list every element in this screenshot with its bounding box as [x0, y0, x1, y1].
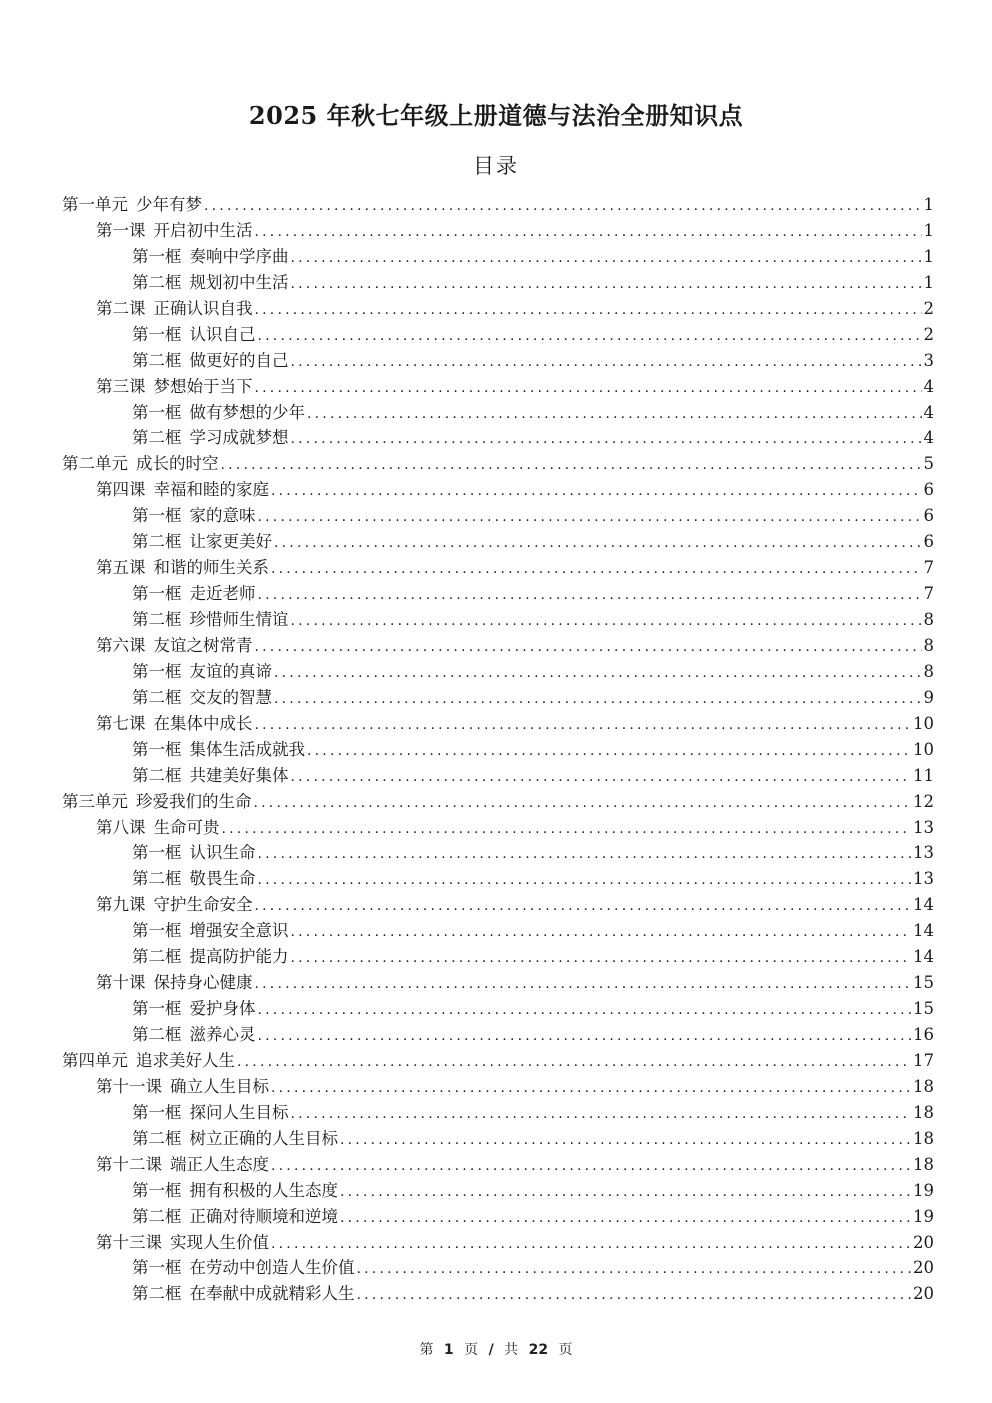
dot-leader: [222, 817, 912, 843]
toc-entry-number: 第二课: [96, 298, 146, 318]
dot-leader: [255, 972, 912, 998]
dot-leader: [291, 765, 912, 791]
toc-page-number: 11: [913, 765, 934, 785]
toc-entry-label: [96, 892, 253, 918]
toc-entry-title: 规划初中生活: [189, 272, 289, 292]
toc-entry-label: [132, 607, 289, 633]
toc-entry-number: 第四单元: [62, 1050, 128, 1070]
footer-separator: /: [488, 1342, 494, 1358]
toc-entry-number: 第二框: [132, 272, 182, 292]
dot-leader: [258, 868, 912, 894]
toc-entry-section[interactable]: [62, 918, 934, 944]
toc-entry-label: [96, 711, 253, 737]
toc-entry-number: 第六课: [96, 635, 146, 655]
footer-suffix: 页: [558, 1342, 573, 1358]
toc-entry-label: [132, 348, 289, 374]
toc-entry-title: 探问人生目标: [189, 1102, 289, 1122]
toc-entry-number: 第二框: [132, 610, 182, 629]
toc-entry-section[interactable]: [62, 1178, 934, 1204]
toc-entry-number: 第一框: [132, 246, 182, 266]
toc-entry-title: 开启初中生活: [153, 220, 253, 240]
toc-entry-label: [132, 322, 256, 348]
toc-heading: 目录: [473, 154, 519, 178]
toc-entry-label: [132, 425, 289, 451]
dot-leader: [258, 842, 912, 868]
toc-entry-title: 梦想始于当下: [153, 376, 253, 396]
dot-leader: [291, 272, 922, 298]
toc-entry-label: [96, 815, 220, 841]
toc-page-number: 13: [913, 843, 934, 863]
toc-entry-label: [132, 1178, 338, 1204]
toc-entry-number: 第一框: [132, 584, 182, 604]
toc-page-number: 6: [923, 480, 934, 500]
toc-page-number: 16: [913, 1025, 934, 1044]
toc-entry-number: 第二框: [132, 1025, 182, 1044]
toc-entry-label: [62, 1048, 235, 1074]
toc-entry-lesson[interactable]: [62, 1152, 934, 1178]
toc-entry-number: 第一框: [132, 1180, 182, 1200]
toc-entry-section[interactable]: [62, 529, 934, 555]
toc-page-number: 7: [923, 558, 934, 578]
dot-leader: [221, 453, 922, 479]
toc-entry-title: 交友的智慧: [189, 687, 272, 707]
toc-entry-title: 保持身心健康: [153, 973, 253, 993]
toc-entry-label: [132, 685, 272, 711]
toc-entry-number: 第一框: [132, 999, 182, 1019]
toc-page-number: 4: [923, 376, 934, 396]
toc-entry-section[interactable]: [62, 1204, 934, 1230]
toc-entry-label: [132, 737, 305, 763]
dot-leader: [291, 246, 922, 272]
dot-leader: [271, 1154, 911, 1180]
dot-leader: [258, 505, 922, 531]
toc-entry-lesson[interactable]: [62, 1230, 934, 1256]
toc-page-number: 20: [913, 1232, 934, 1252]
document-title: 2025 年秋七年级上册道德与法治全册知识点: [248, 101, 744, 130]
toc-page-number: 18: [913, 1154, 934, 1174]
toc-entry-title: 滋养心灵: [189, 1025, 256, 1044]
toc-entry-title: 和谐的师生关系: [153, 558, 269, 578]
toc-entry-title: 家的意味: [189, 506, 256, 526]
toc-entry-number: 第九课: [96, 895, 146, 915]
toc-entry-section[interactable]: [62, 659, 934, 685]
toc-entry-number: 第二框: [132, 1284, 182, 1304]
dot-leader: [340, 1180, 911, 1206]
toc-page-number: 14: [913, 947, 934, 967]
toc-entry-label: [62, 451, 219, 477]
dot-leader: [254, 791, 912, 817]
toc-page-number: 1: [923, 272, 934, 292]
toc-entry-label: [96, 218, 253, 244]
toc-entry-label: [132, 1126, 338, 1152]
toc-page-number: 1: [923, 195, 934, 214]
footer-prefix: 第: [419, 1342, 434, 1358]
toc-entry-lesson[interactable]: [62, 477, 934, 503]
toc-entry-title: 集体生活成就我: [189, 739, 305, 759]
toc-entry-title: 正确对待顺境和逆境: [189, 1206, 338, 1226]
toc-entry-section[interactable]: [62, 322, 934, 348]
dot-leader: [291, 427, 922, 453]
toc-entry-lesson[interactable]: [62, 711, 934, 737]
toc-entry-label: [132, 400, 305, 426]
toc-entry-number: 第二框: [132, 1128, 182, 1148]
toc-entry-number: 第十课: [96, 973, 146, 993]
toc-entry-number: 第二框: [132, 428, 182, 448]
dot-leader: [255, 894, 912, 920]
toc-entry-title: 追求美好人生: [136, 1050, 235, 1070]
dot-leader: [255, 220, 922, 246]
toc-entry-label: [132, 1255, 355, 1281]
toc-entry-number: 第三课: [96, 376, 146, 396]
current-page-number: 1: [443, 1342, 454, 1358]
toc-entry-label: [132, 1204, 338, 1230]
dot-leader: [271, 479, 922, 505]
total-pages-number: 22: [528, 1342, 549, 1358]
toc-entry-label: [96, 970, 253, 996]
toc-entry-label: [132, 270, 289, 296]
dot-leader: [340, 1128, 911, 1154]
dot-leader: [307, 402, 922, 428]
toc-entry-lesson[interactable]: [62, 555, 934, 581]
toc-entry-number: 第一课: [96, 220, 146, 240]
toc-entry-unit[interactable]: [62, 1048, 934, 1074]
toc-entry-lesson[interactable]: [62, 374, 934, 400]
toc-page-number: 6: [923, 506, 934, 526]
toc-page-number: 8: [923, 661, 934, 681]
dot-leader: [258, 1024, 912, 1050]
toc-entry-label: [96, 1074, 269, 1100]
toc-entry-number: 第七课: [96, 713, 146, 733]
dot-leader: [255, 376, 922, 402]
dot-leader: [258, 583, 922, 609]
dot-leader: [255, 713, 912, 739]
toc-page-number: 15: [913, 999, 934, 1019]
toc-entry-number: 第二框: [132, 687, 182, 707]
toc-page-number: 10: [913, 713, 934, 733]
toc-entry-title: 友谊的真谛: [189, 661, 272, 681]
toc-entry-section[interactable]: [62, 1100, 934, 1126]
toc-entry-section[interactable]: [62, 1022, 934, 1048]
toc-entry-title: 珍爱我们的生命: [136, 791, 252, 811]
toc-entry-title: 生命可贵: [153, 817, 220, 837]
toc-page-number: 18: [913, 1102, 934, 1122]
toc-entry-number: 第一框: [132, 843, 182, 863]
toc-entry-lesson[interactable]: [62, 815, 934, 841]
toc-entry-number: 第一框: [132, 739, 182, 759]
toc-entry-section[interactable]: [62, 348, 934, 374]
dot-leader: [271, 1232, 911, 1258]
toc-entry-label: [96, 1152, 269, 1178]
dot-leader: [357, 1257, 912, 1283]
footer-page-word: 页: [464, 1342, 479, 1358]
toc-entry-title: 拥有积极的人生态度: [189, 1180, 338, 1200]
toc-page-number: 13: [913, 817, 934, 837]
dot-leader: [291, 920, 912, 946]
toc-page-number: 19: [913, 1206, 934, 1226]
toc-entry-title: 友谊之树常青: [153, 635, 253, 655]
toc-entry-unit[interactable]: [62, 451, 934, 477]
dot-leader: [237, 1050, 911, 1076]
toc-entry-label: [132, 529, 272, 555]
toc-entry-section[interactable]: [62, 944, 934, 970]
dot-leader: [258, 324, 922, 350]
toc-entry-title: 共建美好集体: [189, 765, 289, 785]
toc-entry-title: 正确认识自我: [153, 298, 253, 318]
toc-entry-label: [132, 1281, 355, 1307]
toc-entry-title: 珍惜师生情谊: [189, 610, 289, 629]
toc-entry-lesson[interactable]: [62, 218, 934, 244]
toc-entry-section[interactable]: [62, 244, 934, 270]
toc-entry-label: [96, 477, 269, 503]
toc-entry-title: 提高防护能力: [189, 947, 289, 967]
toc-entry-title: 认识自己: [189, 324, 256, 344]
toc-entry-label: [62, 192, 202, 218]
toc-entry-title: 守护生命安全: [153, 895, 253, 915]
toc-entry-section[interactable]: [62, 400, 934, 426]
toc-entry-label: [132, 840, 256, 866]
toc-entry-number: 第二框: [132, 869, 182, 889]
toc-entry-number: 第二框: [132, 1206, 182, 1226]
dot-leader: [274, 687, 922, 713]
toc-page-number: 12: [913, 791, 934, 811]
toc-entry-label: [96, 633, 253, 659]
toc-entry-number: 第一框: [132, 1258, 182, 1278]
toc-entry-label: [132, 581, 256, 607]
dot-leader: [274, 661, 922, 687]
toc-entry-label: [96, 296, 253, 322]
toc-entry-number: 第二单元: [62, 454, 128, 474]
toc-entry-number: 第一框: [132, 324, 182, 344]
toc-entry-label: [96, 555, 269, 581]
toc-entry-number: 第一框: [132, 402, 182, 422]
dot-leader: [271, 557, 922, 583]
toc-entry-section[interactable]: [62, 996, 934, 1022]
toc-entry-label: [132, 244, 289, 270]
toc-page-number: 20: [913, 1284, 934, 1304]
toc-page-number: 3: [923, 350, 934, 370]
toc-entry-section[interactable]: [62, 503, 934, 529]
toc-page-number: 10: [913, 739, 934, 759]
dot-leader: [204, 194, 922, 220]
toc-entry-title: 增强安全意识: [189, 921, 289, 941]
toc-entry-number: 第五课: [96, 558, 146, 578]
toc-entry-number: 第一单元: [62, 195, 128, 214]
toc-entry-title: 确立人生目标: [170, 1076, 269, 1096]
toc-entry-section[interactable]: [62, 685, 934, 711]
toc-entry-number: 第八课: [96, 817, 146, 837]
dot-leader: [255, 298, 922, 324]
footer-total-prefix: 共: [504, 1342, 519, 1358]
dot-leader: [307, 739, 911, 765]
toc-entry-title: 在集体中成长: [153, 713, 253, 733]
toc-entry-number: 第十三课: [96, 1232, 162, 1252]
dot-leader: [274, 531, 922, 557]
toc-entry-lesson[interactable]: [62, 1074, 934, 1100]
toc-entry-number: 第一框: [132, 1102, 182, 1122]
dot-leader: [255, 635, 922, 661]
toc-entry-section[interactable]: [62, 1126, 934, 1152]
toc-entry-lesson[interactable]: [62, 892, 934, 918]
dot-leader: [291, 350, 922, 376]
toc-entry-section[interactable]: [62, 1255, 934, 1281]
toc-entry-title: 奏响中学序曲: [189, 246, 289, 266]
toc-entry-title: 在奉献中成就精彩人生: [189, 1284, 355, 1304]
toc-entry-section[interactable]: [62, 763, 934, 789]
toc-entry-unit[interactable]: [62, 192, 934, 218]
dot-leader: [271, 1076, 911, 1102]
toc-page-number: 7: [923, 584, 934, 604]
toc-page-number: 9: [923, 687, 934, 707]
toc-entry-title: 做更好的自己: [189, 350, 289, 370]
toc-entry-title: 成长的时空: [136, 454, 219, 474]
toc-page-number: 5: [923, 454, 934, 474]
toc-page-number: 15: [913, 973, 934, 993]
toc-page-number: 18: [913, 1128, 934, 1148]
toc-entry-number: 第十一课: [96, 1076, 162, 1096]
dot-leader: [291, 1102, 912, 1128]
toc-entry-number: 第一框: [132, 506, 182, 526]
toc-entry-label: [132, 996, 256, 1022]
toc-page-number: 18: [913, 1076, 934, 1096]
toc-entry-title: 端正人生态度: [170, 1154, 269, 1174]
toc-page-number: 1: [923, 220, 934, 240]
toc-page-number: 2: [923, 324, 934, 344]
page-footer: [0, 1339, 992, 1359]
toc-entry-label: [132, 918, 289, 944]
toc-entry-number: 第二框: [132, 350, 182, 370]
toc-entry-title: 树立正确的人生目标: [189, 1128, 338, 1148]
toc-page-number: 14: [913, 921, 934, 941]
toc-entry-number: 第三单元: [62, 791, 128, 811]
toc-entry-label: [132, 944, 289, 970]
toc-page-number: 4: [923, 428, 934, 448]
toc-page-number: 14: [913, 895, 934, 915]
toc-entry-number: 第十二课: [96, 1154, 162, 1174]
dot-leader: [291, 946, 912, 972]
toc-entry-label: [132, 763, 289, 789]
toc-entry-label: [132, 1022, 256, 1048]
toc-entry-title: 走近老师: [189, 584, 256, 604]
toc-entry-label: [132, 1100, 289, 1126]
toc-entry-section[interactable]: [62, 840, 934, 866]
toc-entry-title: 让家更美好: [189, 532, 272, 552]
toc-page-number: 20: [913, 1258, 934, 1278]
toc-entry-section[interactable]: [62, 270, 934, 296]
toc-entry-section[interactable]: [62, 425, 934, 451]
toc-entry-lesson[interactable]: [62, 970, 934, 996]
toc-page-number: 13: [913, 869, 934, 889]
toc-entry-label: [132, 659, 272, 685]
toc-page-number: 6: [923, 532, 934, 552]
toc-entry-section[interactable]: [62, 607, 934, 633]
toc-entry-number: 第二框: [132, 947, 182, 967]
dot-leader: [291, 609, 922, 635]
toc-page-number: 8: [923, 610, 934, 629]
toc-entry-number: 第二框: [132, 532, 182, 552]
toc-entry-label: [132, 503, 256, 529]
toc-entry-section[interactable]: [62, 1281, 934, 1307]
toc-entry-unit[interactable]: [62, 789, 934, 815]
toc-page-number: 1: [923, 246, 934, 266]
toc-entry-title: 实现人生价值: [170, 1232, 269, 1252]
toc-entry-title: 在劳动中创造人生价值: [189, 1258, 355, 1278]
toc-page-number: 19: [913, 1180, 934, 1200]
toc-entry-title: 少年有梦: [136, 195, 202, 214]
toc-entry-title: 爱护身体: [189, 999, 256, 1019]
toc-entry-number: 第一框: [132, 921, 182, 941]
toc-entry-number: 第一框: [132, 661, 182, 681]
toc-entry-title: 学习成就梦想: [189, 428, 289, 448]
toc-entry-number: 第四课: [96, 480, 146, 500]
toc-page-number: 2: [923, 298, 934, 318]
toc-entry-title: 做有梦想的少年: [189, 402, 305, 422]
toc-page-number: 17: [913, 1050, 934, 1070]
toc-page-number: 4: [923, 402, 934, 422]
toc-entry-label: [62, 789, 252, 815]
toc-entry-title: 敬畏生命: [189, 869, 256, 889]
toc-entry-lesson[interactable]: [62, 296, 934, 322]
toc-entry-lesson[interactable]: [62, 633, 934, 659]
toc-entry-label: [132, 866, 256, 892]
toc-entry-title: 认识生命: [189, 843, 256, 863]
toc-entry-number: 第二框: [132, 765, 182, 785]
toc-entry-label: [96, 1230, 269, 1256]
dot-leader: [258, 998, 912, 1024]
table-of-contents: [62, 192, 934, 1307]
toc-entry-section[interactable]: [62, 581, 934, 607]
toc-entry-section[interactable]: [62, 737, 934, 763]
toc-entry-label: [96, 374, 253, 400]
toc-entry-section[interactable]: [62, 866, 934, 892]
dot-leader: [357, 1283, 912, 1309]
dot-leader: [340, 1206, 911, 1232]
toc-entry-title: 幸福和睦的家庭: [153, 480, 269, 500]
toc-page-number: 8: [923, 635, 934, 655]
